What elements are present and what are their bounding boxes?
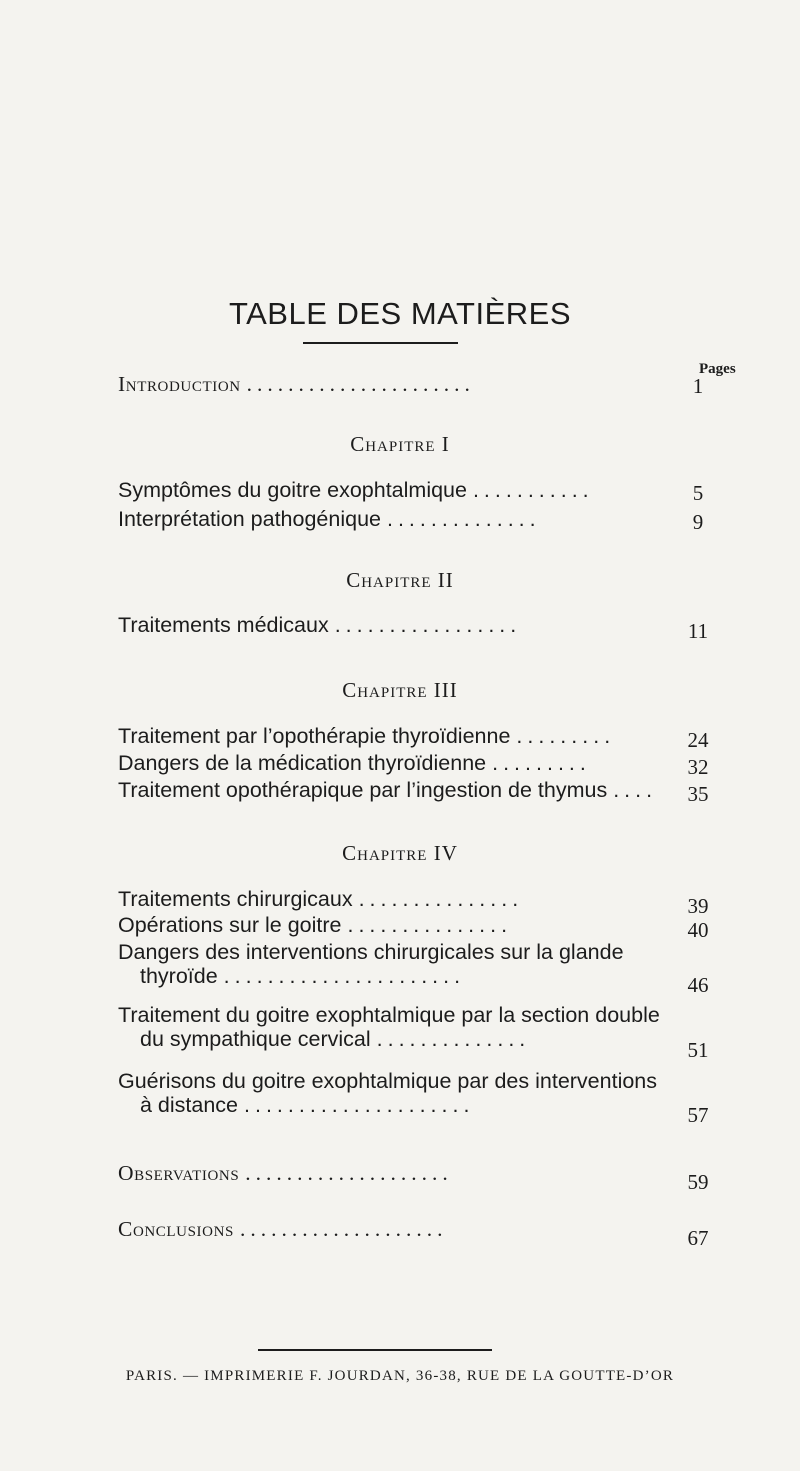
page-number: 24 bbox=[687, 728, 709, 752]
toc-entry bbox=[118, 478, 658, 502]
pages-column-header: Pages bbox=[699, 361, 736, 377]
toc-entry bbox=[118, 887, 658, 911]
toc-entry bbox=[118, 724, 658, 748]
dot-leader: ........... bbox=[472, 478, 594, 502]
page-number: 40 bbox=[687, 918, 709, 942]
entry-label: Guérisons du goitre exophtalmique par des interventions bbox=[118, 1069, 658, 1093]
chapter-heading-1: Chapitre I bbox=[350, 432, 450, 456]
toc-entry bbox=[118, 1003, 658, 1051]
page-number: 9 bbox=[692, 510, 704, 534]
page-number: 67 bbox=[687, 1226, 709, 1250]
dot-leader: .... bbox=[613, 778, 658, 802]
entry-label: Traitement du goitre exophtalmique par la section double bbox=[118, 1003, 660, 1027]
title-rule bbox=[303, 342, 458, 344]
dot-leader: .............. bbox=[376, 1027, 531, 1051]
chapter-heading-4: Chapitre IV bbox=[342, 841, 458, 865]
page-number: 51 bbox=[687, 1038, 709, 1062]
entry-label: Symptômes du goitre exophtalmique bbox=[118, 478, 467, 502]
entry-label: Observations bbox=[118, 1161, 240, 1185]
entry-label-continued: à distance bbox=[140, 1093, 239, 1117]
dot-leader: ................. bbox=[334, 613, 522, 637]
entry-label: Dangers des interventions chirurgicales sur la glande bbox=[118, 940, 624, 964]
entry-label: Introduction bbox=[118, 372, 241, 396]
toc-entry-observations bbox=[118, 1161, 658, 1185]
dot-leader: ............... bbox=[347, 913, 513, 937]
toc-entry bbox=[118, 613, 658, 637]
dot-leader: ...................... bbox=[223, 964, 466, 988]
toc-entry bbox=[118, 751, 658, 775]
dot-leader: ......... bbox=[516, 724, 616, 748]
toc-entry-conclusions bbox=[118, 1217, 658, 1241]
entry-label: Opérations sur le goitre bbox=[118, 913, 342, 937]
entry-label: Traitements médicaux bbox=[118, 613, 329, 637]
entry-label: Traitement opothérapique par l’ingestion de thymus bbox=[118, 778, 608, 802]
entry-label: Conclusions bbox=[118, 1217, 234, 1241]
entry-label: Traitements chirurgicaux bbox=[118, 887, 353, 911]
entry-label-continued: du sympathique cervical bbox=[140, 1027, 371, 1051]
page-number: 35 bbox=[687, 782, 709, 806]
page-number: 5 bbox=[692, 481, 704, 505]
toc-entry bbox=[118, 913, 658, 937]
dot-leader: ......... bbox=[492, 751, 591, 775]
chapter-heading-2: Chapitre II bbox=[346, 568, 454, 592]
toc-entry bbox=[118, 1069, 658, 1117]
entry-label: Dangers de la médication thyroïdienne bbox=[118, 751, 487, 775]
dot-leader: .................... bbox=[245, 1161, 453, 1185]
dot-leader: ...................... bbox=[246, 372, 475, 396]
page-number: 11 bbox=[687, 619, 709, 643]
toc-entry bbox=[118, 507, 658, 531]
page-title: TABLE DES MATIÈRES bbox=[228, 296, 572, 331]
chapter-heading-3: Chapitre III bbox=[342, 678, 458, 702]
page-number: 57 bbox=[687, 1103, 709, 1127]
dot-leader: .............. bbox=[386, 507, 541, 531]
dot-leader: .................... bbox=[239, 1217, 448, 1241]
page-number: 1 bbox=[692, 374, 704, 398]
page-number: 32 bbox=[687, 755, 709, 779]
toc-entry bbox=[118, 940, 658, 988]
entry-label: Interprétation pathogénique bbox=[118, 507, 381, 531]
dot-leader: ............... bbox=[358, 887, 524, 911]
page-number: 39 bbox=[687, 894, 709, 918]
page-number: 46 bbox=[687, 973, 709, 997]
footer-rule bbox=[258, 1349, 492, 1351]
dot-leader: ..................... bbox=[244, 1093, 475, 1117]
printer-imprint: PARIS. — IMPRIMERIE F. JOURDAN, 36-38, RUE DE LA GOUTTE-D’OR bbox=[125, 1368, 675, 1384]
toc-entry bbox=[118, 778, 658, 802]
page-number: 59 bbox=[687, 1170, 709, 1194]
entry-label-continued: thyroïde bbox=[140, 964, 218, 988]
toc-entry-introduction bbox=[118, 372, 658, 396]
entry-label: Traitement par l’opothérapie thyroïdienne bbox=[118, 724, 511, 748]
